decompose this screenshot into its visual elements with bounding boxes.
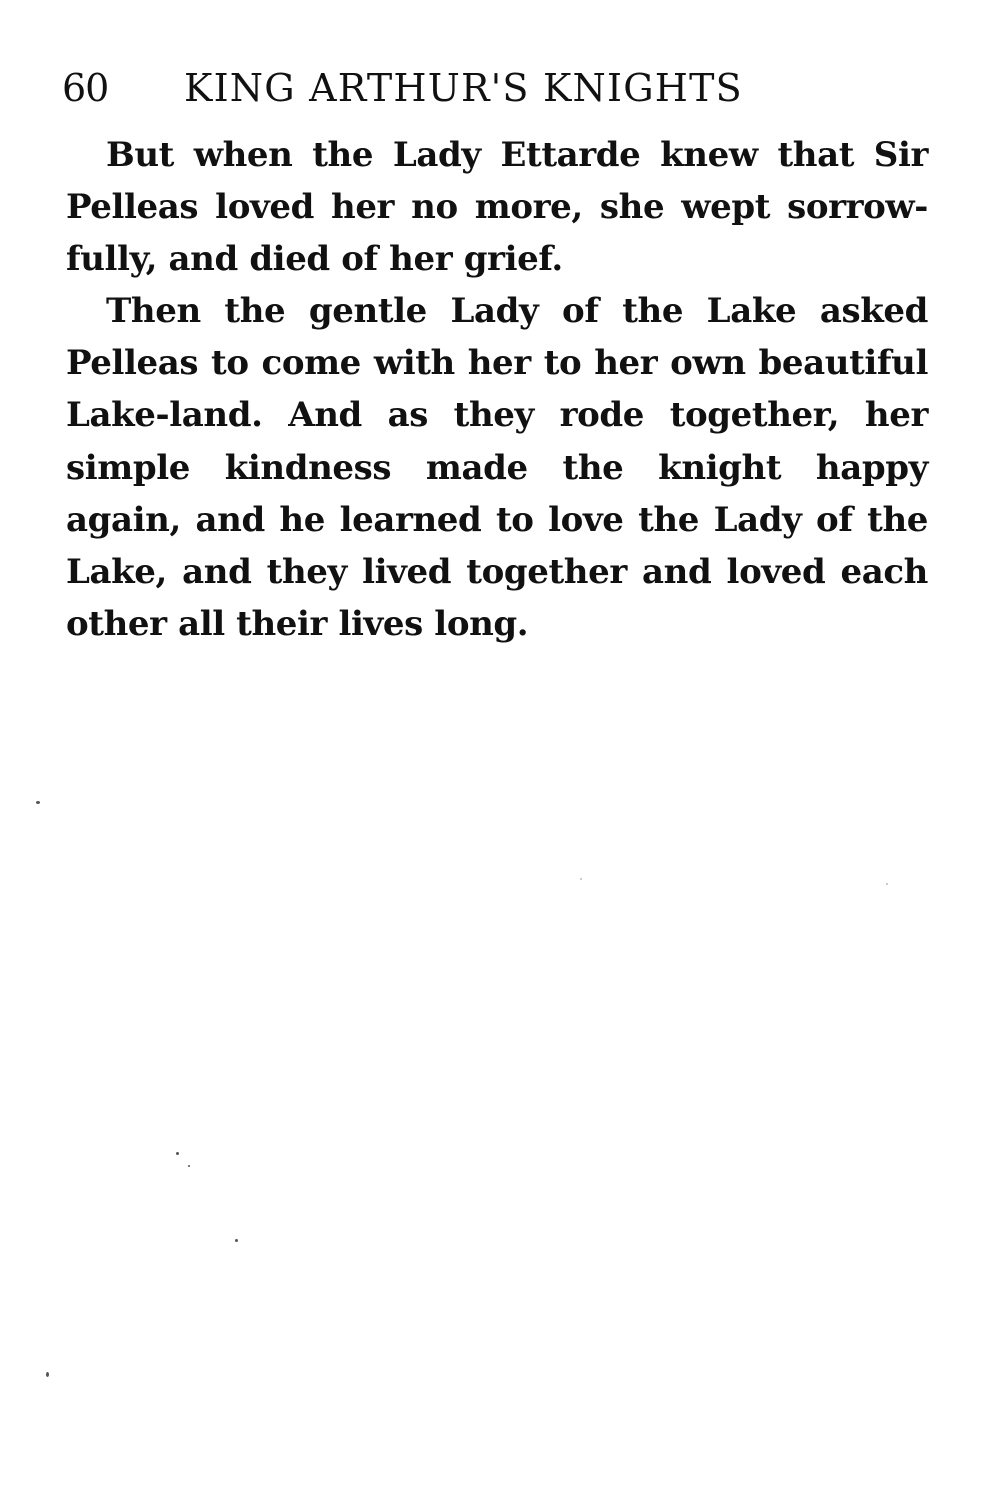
body-text xyxy=(66,129,928,650)
text-line: But when the Lady Ettarde knew that Sir xyxy=(106,135,928,175)
scan-speck xyxy=(235,1239,238,1242)
scan-speck xyxy=(886,883,888,885)
running-title: KING ARTHUR'S KNIGHTS xyxy=(184,66,743,110)
text-line: Then the gentle Lady of the Lake asked xyxy=(106,291,928,332)
text-line: Lake-land. And as they rode together, her xyxy=(66,395,928,436)
text-line: again, and he learned to love the Lady of the xyxy=(66,499,928,540)
scan-speck xyxy=(46,1372,49,1377)
running-header xyxy=(62,58,942,118)
paragraph xyxy=(66,285,928,650)
scan-speck xyxy=(36,801,40,804)
scan-speck xyxy=(176,1152,179,1155)
paragraph xyxy=(66,129,928,285)
text-line: simple kindness made the knight happy xyxy=(66,447,928,488)
text-line: Lake, and they lived together and loved each xyxy=(66,551,928,592)
text-line: Pelleas loved her no more, she wept sorrow- xyxy=(66,187,928,228)
text-line: Pelleas to come with her to her own beautiful xyxy=(66,343,928,384)
page-number: 60 xyxy=(62,66,109,110)
scan-speck xyxy=(188,1165,190,1167)
text-line: fully, and died of her grief. xyxy=(66,239,563,280)
text-line: other all their lives long. xyxy=(66,603,529,644)
scan-speck xyxy=(580,878,582,880)
